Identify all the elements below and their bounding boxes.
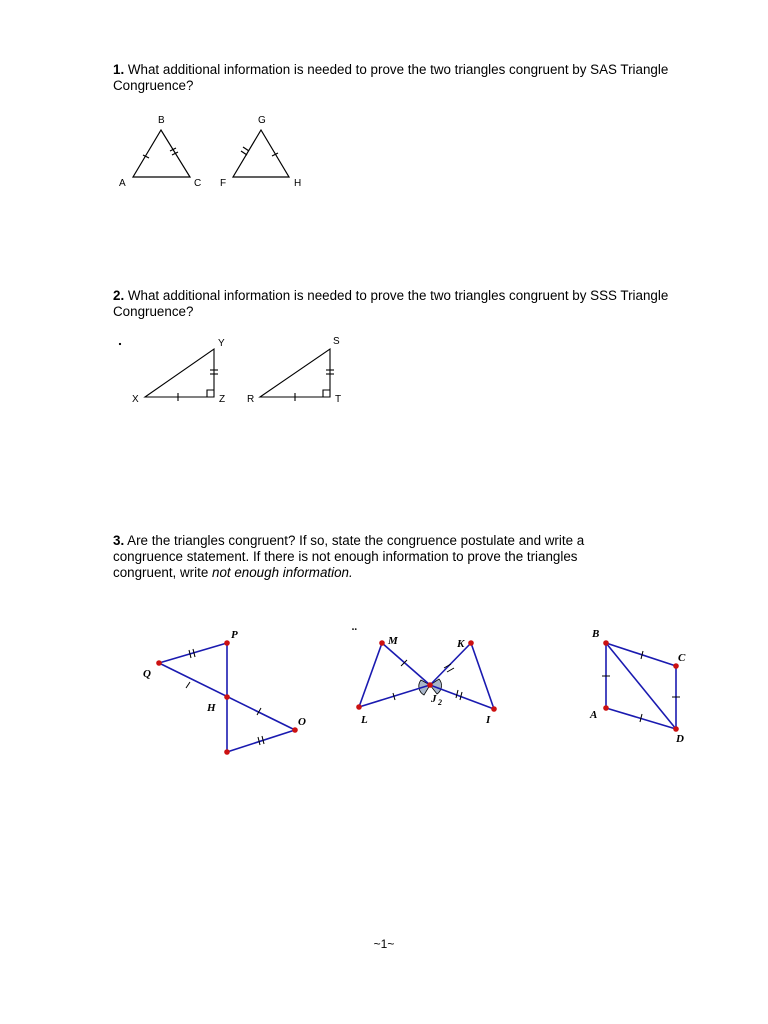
tick-mark — [456, 690, 458, 698]
question-number: 1. — [113, 62, 125, 77]
vertex-dot — [468, 640, 474, 646]
vertex-label: Z — [219, 394, 226, 405]
vertex-dot — [603, 705, 609, 711]
vertex-label: H — [207, 702, 216, 714]
question-text: What additional information is needed to prove the two triangles congruent by SSS Triangle Congruence? — [113, 288, 669, 319]
vertex-label: I — [486, 714, 491, 726]
vertex-label: H — [294, 178, 302, 189]
segment-lj — [359, 685, 430, 707]
question-number: 2. — [113, 288, 125, 303]
segment-o-bottom — [227, 730, 295, 752]
vertex-label: X — [132, 394, 139, 405]
triangle-rst — [260, 349, 330, 397]
figure-3b-labels — [352, 621, 491, 726]
vertex-dot — [224, 640, 230, 646]
vertex-label: Y — [218, 338, 225, 349]
vertex-label: A — [590, 709, 598, 721]
vertex-label: T — [335, 394, 342, 405]
segment-mj — [382, 643, 430, 685]
page-number: ~1~ — [373, 937, 395, 951]
vertex-label: B — [158, 115, 165, 126]
tick-mark — [447, 668, 454, 672]
vertex-dot — [379, 640, 385, 646]
vertex-dot — [427, 682, 433, 688]
segment-ml — [359, 643, 382, 707]
vertex-dot — [673, 726, 679, 732]
vertex-label: Q — [143, 668, 151, 680]
tick-mark — [186, 682, 190, 688]
question-number: 3. — [113, 533, 125, 548]
vertex-label: O — [298, 716, 306, 728]
vertex-label: J — [431, 693, 437, 705]
segment-bc — [606, 643, 676, 666]
figure-2-labels — [132, 336, 341, 405]
vertex-label: A — [119, 178, 126, 189]
question-text: Are the triangles congruent? If so, state the congruence postulate and write a congruence statement. If there is not enough information to prove the triangles congruent, write — [113, 533, 585, 580]
vertex-dot — [156, 660, 162, 666]
question-text: What additional information is needed to prove the two triangles congruent by SAS Triangle Congruence? — [113, 62, 669, 93]
vertex-label: G — [258, 115, 266, 126]
vertex-dot — [603, 640, 609, 646]
figure-1 — [133, 130, 289, 177]
tick-mark — [243, 147, 249, 151]
stray-dot — [119, 343, 120, 344]
segment-qp — [159, 643, 227, 663]
vertex-label: D — [676, 733, 684, 745]
vertex-label: C — [194, 178, 202, 189]
triangle-fgh — [233, 130, 289, 177]
triangle-abc — [133, 130, 190, 177]
segment-ki — [471, 643, 494, 709]
vertex-label: K — [457, 638, 465, 650]
tick-mark — [241, 151, 247, 155]
right-angle-mark — [207, 390, 214, 397]
vertex-label: L — [361, 714, 368, 726]
vertex-dot — [224, 749, 230, 755]
figure-2 — [119, 343, 334, 401]
vertex-label: F — [220, 178, 227, 189]
vertex-label: P — [231, 629, 238, 641]
vertex-dot — [224, 694, 230, 700]
vertex-dot — [356, 704, 362, 710]
vertex-dot — [673, 663, 679, 669]
vertex-label: C — [678, 652, 686, 664]
right-angle-mark — [323, 390, 330, 397]
vertex-label: R — [247, 394, 255, 405]
vertex-label: S — [333, 336, 340, 347]
stray-mark: .. — [352, 621, 358, 633]
vertex-label: M — [388, 635, 398, 647]
figure-3b-segments — [359, 643, 494, 709]
vertex-dot — [292, 727, 298, 733]
vertex-dot — [491, 706, 497, 712]
vertex-label: B — [592, 628, 600, 640]
triangle-xyz — [145, 349, 214, 397]
angle-subscript: 2 — [438, 698, 442, 707]
question-text-italic: not enough information. — [212, 565, 353, 580]
